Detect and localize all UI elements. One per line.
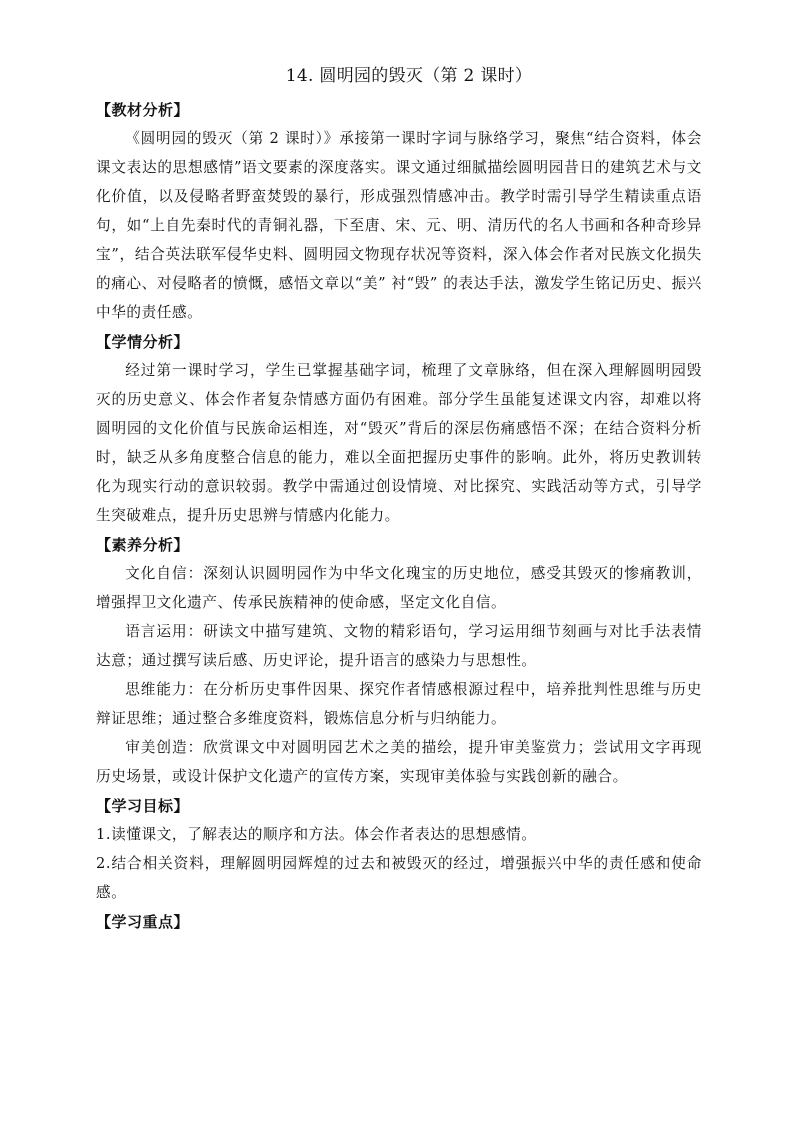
- literacy-paragraph-aesthetics: 审美创造：欣赏课文中对圆明园艺术之美的描绘，提升审美鉴赏力；尝试用文字再现历史场景，或设计保护文化遗产的宣传方案，实现审美体验与实践创新的融合。: [96, 739, 702, 785]
- literacy-paragraph-thinking: 思维能力：在分析历史事件因果、探究作者情感根源过程中，培养批判性思维与历史辩证思维；通过整合多维度资料，锻炼信息分析与归纳能力。: [96, 681, 702, 727]
- section-heading-key-points: 【学习重点】: [96, 913, 190, 931]
- literacy-paragraph-culture: 文化自信：深刻认识圆明园作为中华文化瑰宝的历史地位，感受其毁灭的惨痛教训，增强捍卫文化遗产、传承民族精神的使命感，坚定文化自信。: [96, 565, 702, 611]
- learning-objective-item: 1.读懂课文，了解表达的顺序和方法。体会作者表达的思想感情。: [96, 826, 537, 843]
- learner-analysis-paragraph: 经过第一课时学习，学生已掌握基础字词，梳理了文章脉络，但在深入理解圆明园毁灭的历史意义、体会作者复杂情感方面仍有困难。部分学生虽能复述课文内容，却难以将圆明园的文化价值与民族命运相连，对“毁灭”背后的深层伤痛感悟不深；在结合资料分析时，缺乏从多角度整合信息的能力，难以全面把握历史事件的影响。此外，将历史教训转化为现实行动的意识较弱。教学中需通过创设情境、对比探究、实践活动等方式，引导学生突破难点，提升历史思辨与情感内化能力。: [96, 362, 702, 524]
- literacy-paragraph-language: 语言运用：研读文中描写建筑、文物的精彩语句，学习运用细节刻画与对比手法表情达意；通过撰写读后感、历史评论，提升语言的感染力与思想性。: [96, 623, 702, 669]
- section-learner-analysis: [96, 328, 702, 530]
- document-page: [96, 62, 702, 936]
- learning-objective-item: 2.结合相关资料，理解圆明园辉煌的过去和被毁灭的经过，增强振兴中华的责任感和使命感。: [96, 855, 702, 901]
- section-literacy-analysis: [96, 531, 702, 791]
- section-learning-objectives: [96, 792, 702, 907]
- textbook-analysis-paragraph: 《圆明园的毁灭（第 2 课时）》承接第一课时字词与脉络学习，聚焦“结合资料，体会课文表达的思想感情”语文要素的深度落实。课文通过细腻描绘圆明园昔日的建筑艺术与文化价值，以及侵略者野蛮焚毁的暴行，形成强烈情感冲击。教学时需引导学生精读重点语句，如“上自先秦时代的青铜礼器，下至唐、宋、元、明、清历代的名人书画和各种奇珍异宝”，结合英法联军侵华史料、圆明园文物现存状况等资料，深入体会作者对民族文化损失的痛心、对侵略者的愤慨，感悟文章以“美” 衬“毁” 的表达手法，激发学生铭记历史、振兴中华的责任感。: [96, 130, 702, 321]
- section-heading-literacy-analysis: 【素养分析】: [96, 536, 190, 554]
- section-heading-textbook-analysis: 【教材分析】: [96, 101, 190, 119]
- section-textbook-analysis: [96, 96, 702, 327]
- section-heading-learning-objectives: 【学习目标】: [96, 797, 190, 815]
- document-title: 14. 圆明园的毁灭（第 2 课时）: [285, 66, 533, 86]
- section-heading-learner-analysis: 【学情分析】: [96, 333, 190, 351]
- section-key-points: [96, 908, 702, 936]
